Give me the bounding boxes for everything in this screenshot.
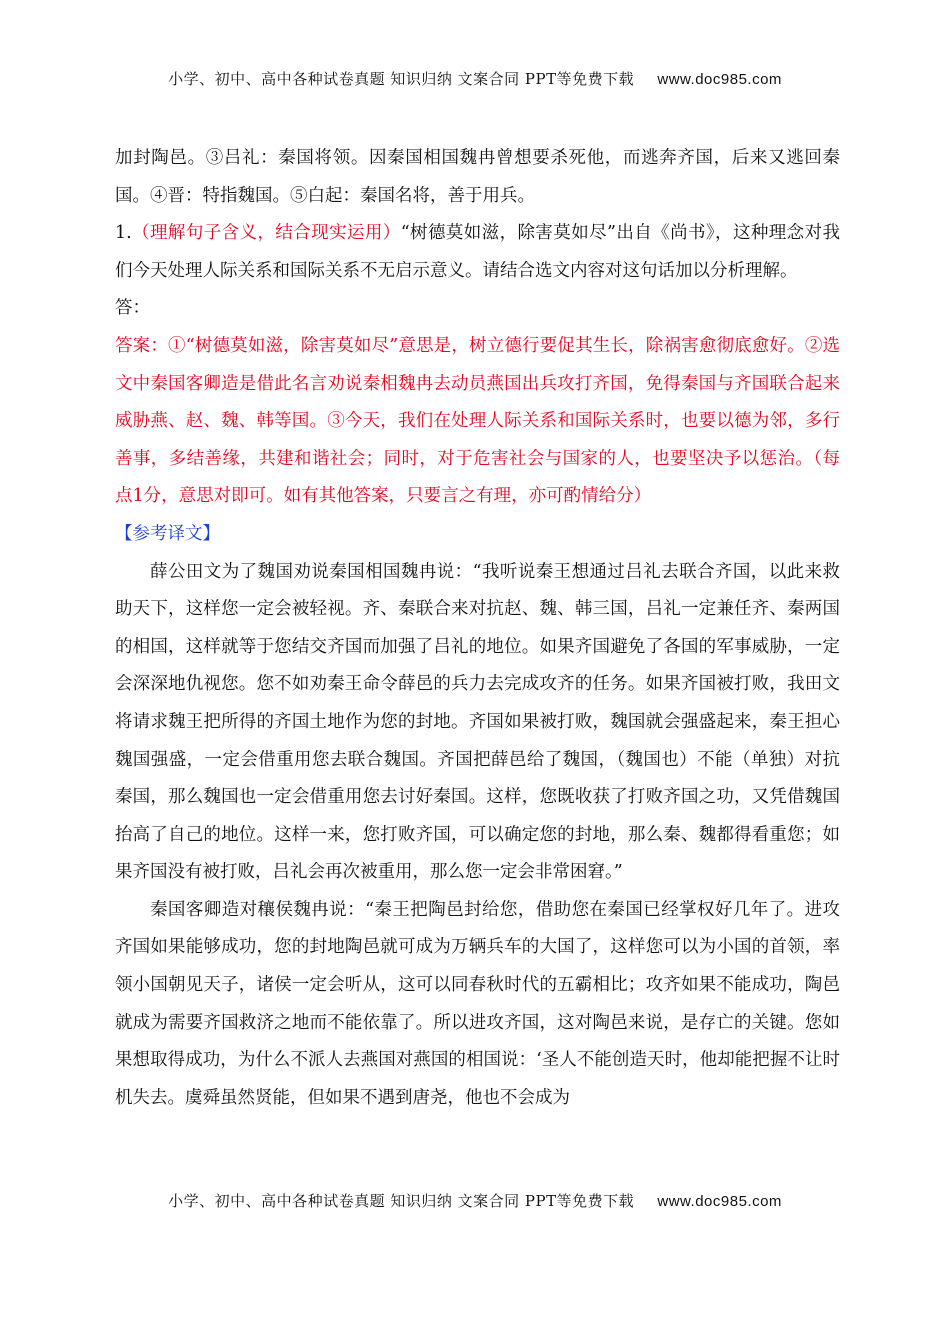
footer-text: 小学、初中、高中各种试卷真题 知识归纳 文案合同 PPT等免费下载 (168, 1192, 635, 1210)
question-text: “树德莫如滋，除害莫如尽”出自《尚书》，这种理念对我们今天处理人际关系和国际关系不无启示意义。请结合选文内容对这句话加以分析理解。 (115, 223, 840, 281)
footer-site-link[interactable]: www.doc985.com (657, 1193, 782, 1210)
header-site-link[interactable]: www.doc985.com (657, 71, 782, 88)
annotation-notes: 加封陶邑。③吕礼：秦国将领。因秦国相国魏冉曾想要杀死他，而逃奔齐国，后来又逃回秦国。④晋：特指魏国。⑤白起：秦国名将，善于用兵。 (115, 148, 840, 206)
translation-paragraph-1: 薛公田文为了魏国劝说秦国相国魏冉说：“我听说秦王想通过吕礼去联合齐国，以此来救助天下，这样您一定会被轻视。齐、秦联合来对抗赵、魏、韩三国，吕礼一定兼任齐、秦两国的相国，这样就等于您结交齐国而加强了吕礼的地位。如果齐国避免了各国的军事威胁，一定会深深地仇视您。您不如劝秦王命令薛邑的兵力去完成攻齐的任务。如果齐国被打败，我田文将请求魏王把所得的齐国土地作为您的封地。齐国如果被打败，魏国就会强盛起来，秦王担心魏国强盛，一定会借重用您去联合魏国。齐国把薛邑给了魏国，（魏国也）不能（单独）对抗秦国，那么魏国也一定会借重用您去讨好秦国。这样，您既收获了打败齐国之功，又凭借魏国抬高了自己的地位。这样一来，您打败齐国，可以确定您的封地，那么秦、魏都得看重您；如果齐国没有被打败，吕礼会再次被重用，那么您一定会非常困窘。” (115, 561, 840, 883)
answer-text: 答案：①“树德莫如滋，除害莫如尽”意思是，树立德行要促其生长，除祸害愈彻底愈好。②选文中秦国客卿造是借此名言劝说秦相魏冉去动员燕国出兵攻打齐国，免得秦国与齐国联合起来威胁燕、赵、魏、韩等国。③今天，我们在处理人际关系和国际关系时，也要以德为邻，多行善事，多结善缘，共建和谐社会；同时，对于危害社会与国家的人，也要坚决予以惩治。（每点1分，意思对即可。如有其他答案，只要言之有理，亦可酌情给分） (115, 335, 840, 507)
document-body (115, 140, 840, 1117)
page-footer (0, 1190, 950, 1211)
answer-label: 答： (115, 298, 150, 319)
page-header (0, 68, 950, 89)
question-number: 1. (115, 223, 132, 244)
translation-heading: 【参考译文】 (115, 523, 220, 544)
question-tag: （理解句子含义，结合现实运用） (131, 223, 401, 244)
question-1 (115, 215, 840, 290)
header-text: 小学、初中、高中各种试卷真题 知识归纳 文案合同 PPT等免费下载 (168, 70, 635, 88)
translation-paragraph-2: 秦国客卿造对穰侯魏冉说：“秦王把陶邑封给您，借助您在秦国已经掌权好几年了。进攻齐国如果能够成功，您的封地陶邑就可成为万辆兵车的大国了，这样您可以为小国的首领，率领小国朝见天子，诸侯一定会听从，这可以同春秋时代的五霸相比；攻齐如果不能成功，陶邑就成为需要齐国救济之地而不能依靠了。所以进攻齐国，这对陶邑来说，是存亡的关键。您如果想取得成功，为什么不派人去燕国对燕国的相国说：‘圣人不能创造天时，他却能把握不让时机失去。虞舜虽然贤能，但如果不遇到唐尧，他也不会成为 (115, 899, 840, 1108)
